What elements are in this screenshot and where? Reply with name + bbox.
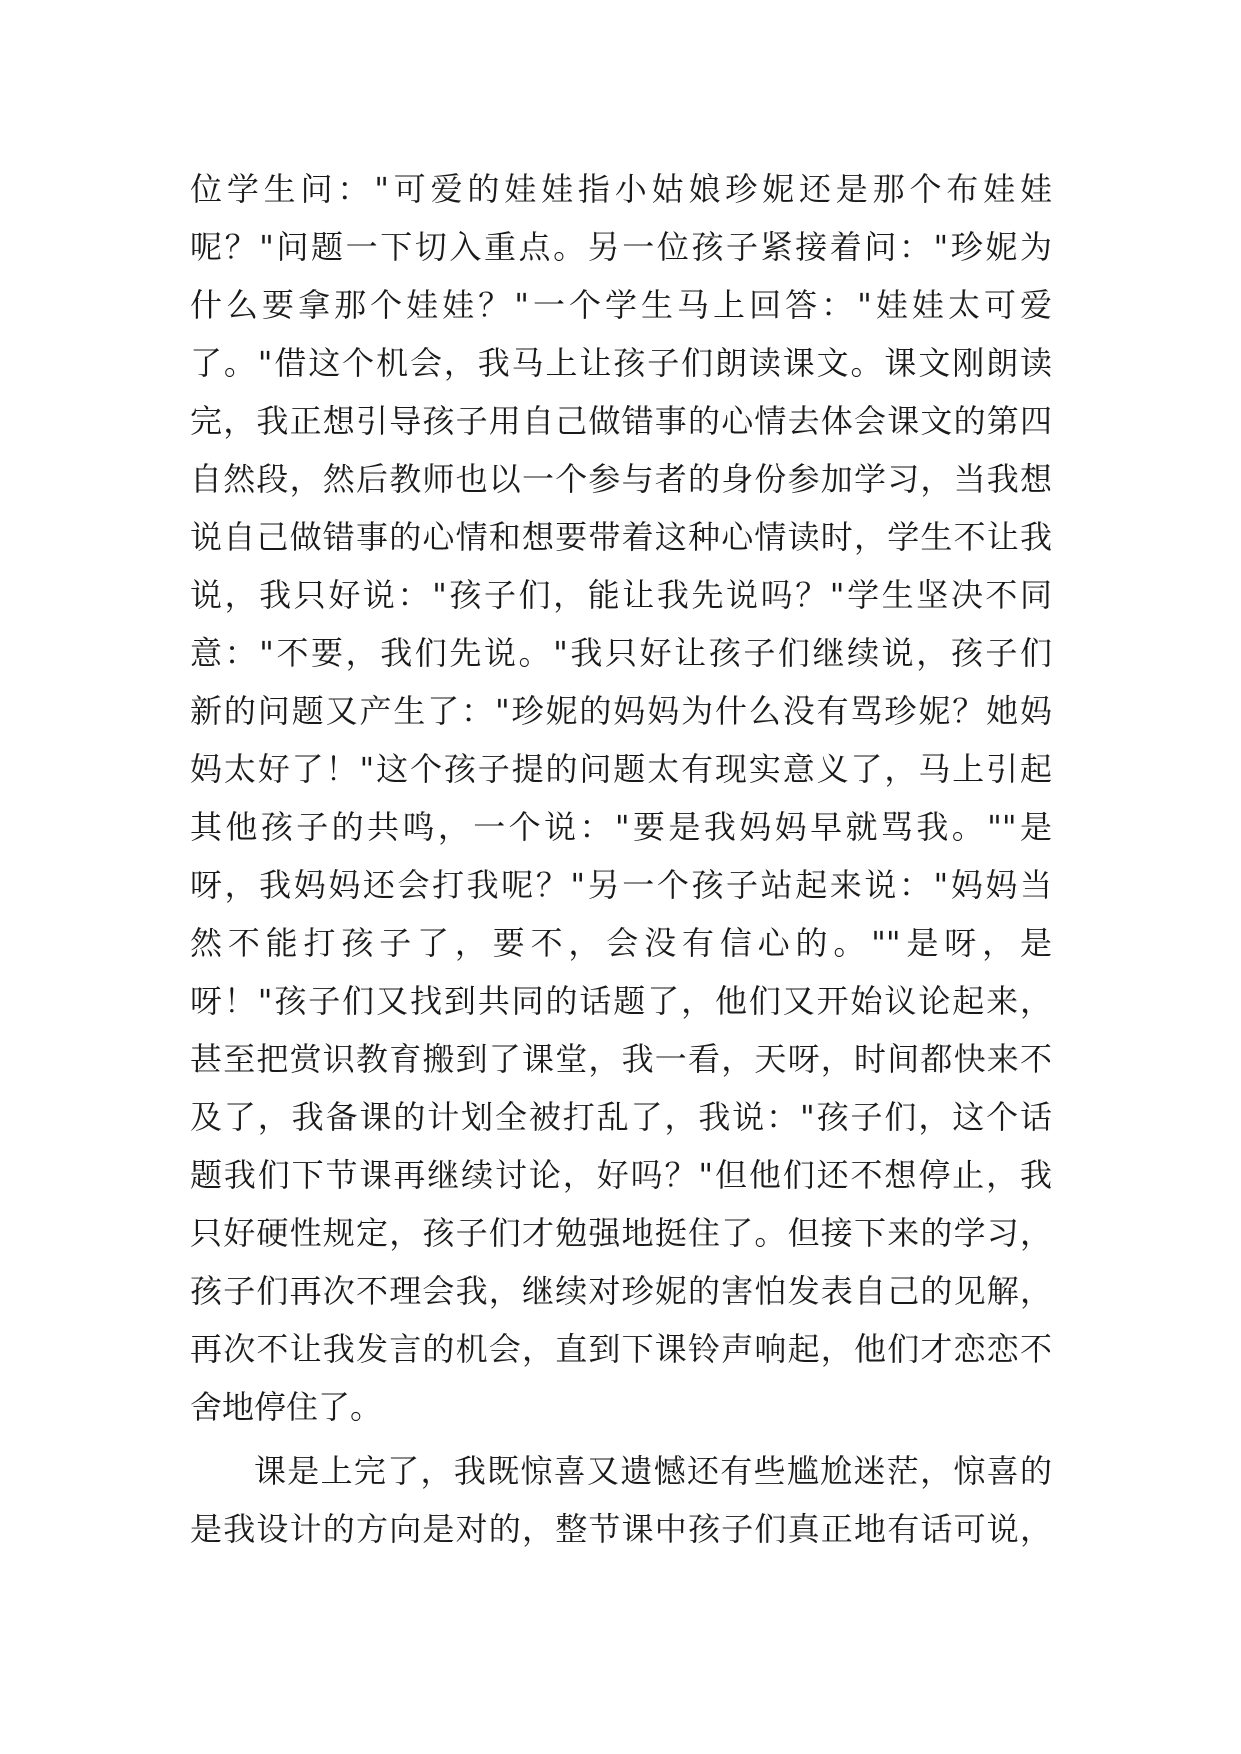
text-line: 完，我正想引导孩子用自己做错事的心情去体会课文的第四 [190, 402, 1052, 440]
paragraph-2 [190, 1442, 1052, 1558]
text-line: 课是上完了，我既惊喜又遗憾还有些尴尬迷茫，惊喜的 [254, 1452, 1052, 1490]
text-line: 意："不要，我们先说。"我只好让孩子们继续说，孩子们 [190, 634, 1052, 672]
text-line: 呢？"问题一下切入重点。另一位孩子紧接着问："珍妮为 [190, 228, 1052, 266]
text-line: 妈太好了！"这个孩子提的问题太有现实意义了，马上引起 [190, 750, 1052, 788]
text-line: 位学生问："可爱的娃娃指小姑娘珍妮还是那个布娃娃 [190, 170, 1052, 208]
text-line: 说，我只好说："孩子们，能让我先说吗？"学生坚决不同 [190, 576, 1052, 614]
text-line: 是我设计的方向是对的，整节课中孩子们真正地有话可说， [190, 1510, 1052, 1548]
text-line: 题我们下节课再继续讨论，好吗？"但他们还不想停止，我 [190, 1156, 1052, 1194]
text-line: 然不能打孩子了，要不，会没有信心的。""是呀，是 [190, 924, 1052, 962]
text-line: 自然段，然后教师也以一个参与者的身份参加学习，当我想 [190, 460, 1052, 498]
text-line: 孩子们再次不理会我，继续对珍妮的害怕发表自己的见解， [190, 1272, 1052, 1310]
text-line: 舍地停住了。 [190, 1388, 383, 1426]
paragraph-1 [190, 160, 1052, 1436]
text-line: 说自己做错事的心情和想要带着这种心情读时，学生不让我 [190, 518, 1052, 556]
text-line: 只好硬性规定，孩子们才勉强地挺住了。但接下来的学习， [190, 1214, 1052, 1252]
text-line: 了。"借这个机会，我马上让孩子们朗读课文。课文刚朗读 [190, 344, 1052, 382]
text-line: 新的问题又产生了："珍妮的妈妈为什么没有骂珍妮？她妈 [190, 692, 1052, 730]
text-line: 再次不让我发言的机会，直到下课铃声响起，他们才恋恋不 [190, 1330, 1052, 1368]
text-line: 什么要拿那个娃娃？"一个学生马上回答："娃娃太可爱 [190, 286, 1052, 324]
text-line: 甚至把赏识教育搬到了课堂，我一看，天呀，时间都快来不 [190, 1040, 1052, 1078]
text-line: 其他孩子的共鸣，一个说："要是我妈妈早就骂我。""是 [190, 808, 1052, 846]
text-line: 呀，我妈妈还会打我呢？"另一个孩子站起来说："妈妈当 [190, 866, 1052, 904]
text-line: 及了，我备课的计划全被打乱了，我说："孩子们，这个话 [190, 1098, 1052, 1136]
text-line: 呀！"孩子们又找到共同的话题了，他们又开始议论起来， [190, 982, 1052, 1020]
document-body [190, 160, 1052, 1558]
